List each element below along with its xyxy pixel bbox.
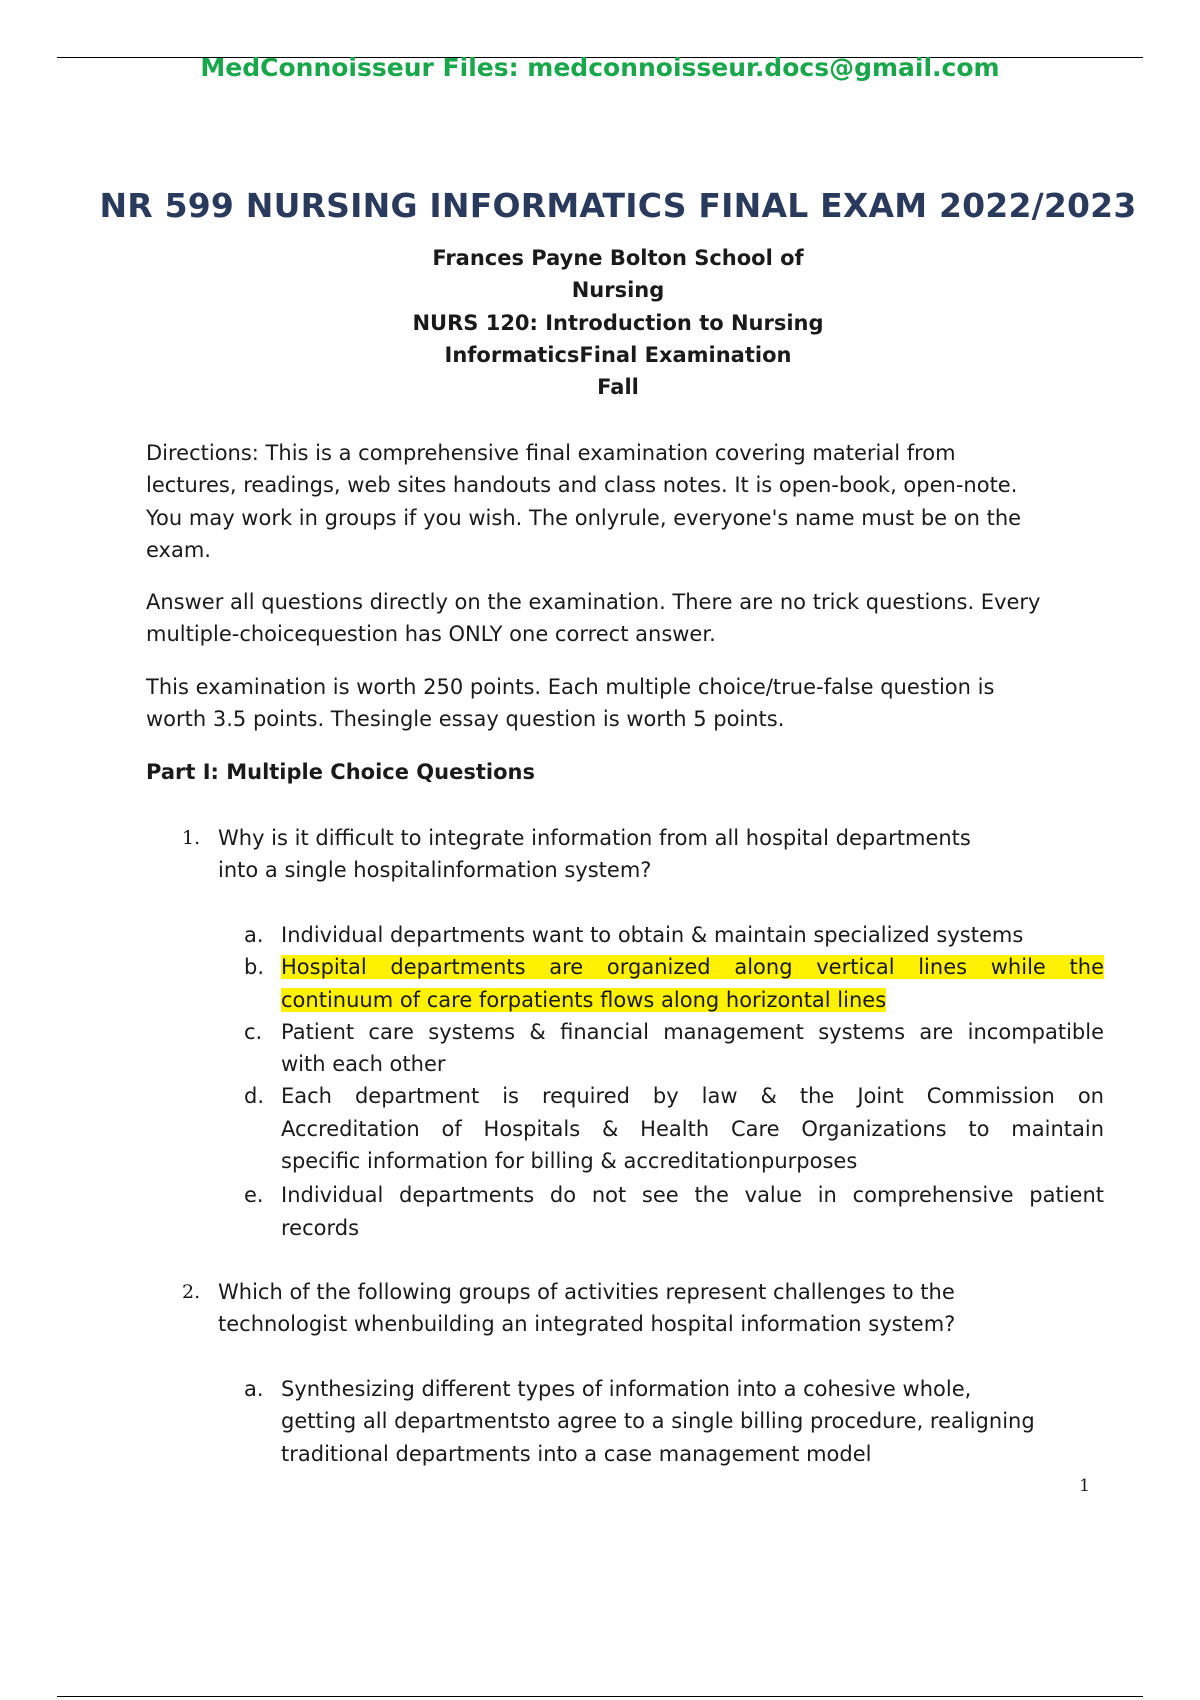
answer-option-a (244, 1373, 1104, 1470)
option-line: records (281, 1215, 360, 1240)
option-letter: d. (244, 1084, 265, 1109)
question-number: 1. (182, 827, 201, 849)
option-line: traditional departments into a case management model (281, 1441, 872, 1466)
directions-paragraph (146, 437, 1096, 566)
option-line: Individual departments want to obtain & maintain specialized systems (281, 923, 1024, 947)
paragraph-line: This examination is worth 250 points. Each multiple choice/true-false question is (146, 675, 995, 699)
paragraph-line: multiple-choicequestion has ONLY one correct answer. (146, 622, 716, 647)
subtitle-line: Fall (597, 375, 639, 400)
option-letter: a. (244, 923, 264, 947)
answer-instructions-paragraph (146, 586, 1096, 651)
option-line: Each department is required by law & the Joint Commission on (281, 1084, 1104, 1109)
option-line: Individual departments do not see the value in comprehensive patient (281, 1183, 1104, 1208)
answer-option-b-highlighted (244, 951, 1104, 1016)
paragraph-line: Answer all questions directly on the examination. There are no trick questions. Every (146, 590, 1041, 614)
highlighted-option-line: continuum of care forpatients flows along horizontal lines (281, 987, 887, 1012)
subtitle-block (0, 242, 1200, 403)
paragraph-line: Directions: This is a comprehensive final examination covering material from (146, 441, 956, 465)
option-line: Patient care systems & financial management systems are incompatible (281, 1019, 1104, 1044)
question-number: 2. (182, 1281, 201, 1303)
answer-option-c (244, 1016, 1104, 1081)
answer-option-a (244, 919, 1104, 951)
question-text-line: Which of the following groups of activities represent challenges to the (218, 1280, 955, 1304)
question-2-options (244, 1373, 1104, 1470)
option-line: Synthesizing different types of information into a cohesive whole, (281, 1377, 972, 1401)
question-text-line: Why is it difficult to integrate information from all hospital departments (218, 826, 971, 850)
highlighted-option-line: Hospital departments are organized along vertical lines while the (281, 955, 1104, 980)
document-title: NR 599 NURSING INFORMATICS FINAL EXAM 2022/2023 (99, 186, 1137, 225)
option-line-wrap (281, 951, 1104, 983)
paragraph-line: lectures, readings, web sites handouts and class notes. It is open-book, open-note. (146, 473, 1018, 498)
question-text (218, 1276, 1098, 1341)
option-letter: c. (244, 1019, 263, 1044)
paragraph-line: worth 3.5 points. Thesingle essay question is worth 5 points. (146, 707, 785, 732)
subtitle-line: Nursing (571, 278, 665, 303)
question-text (218, 822, 1098, 887)
points-paragraph (146, 671, 1096, 736)
paragraph-line: exam. (146, 537, 211, 562)
subtitle-line: NURS 120: Introduction to Nursing (412, 310, 824, 335)
question-text-line: into a single hospitalinformation system? (218, 858, 652, 883)
page-number: 1 (1079, 1476, 1090, 1496)
subtitle-line: InformaticsFinal Examination (444, 342, 792, 367)
header-note-text: MedConnoisseur Files: medconnoisseur.docs@gmail.com (200, 53, 1000, 82)
answer-option-d (244, 1080, 1104, 1177)
option-line-wrap (281, 984, 1104, 1016)
subtitle-line: Frances Payne Bolton School of (432, 246, 804, 270)
option-line: getting all departmentsto agree to a single billing procedure, realigning (281, 1409, 1035, 1434)
option-line: with each other (281, 1052, 446, 1077)
option-letter: e. (244, 1183, 264, 1208)
question-text-line: technologist whenbuilding an integrated hospital information system? (218, 1312, 956, 1337)
part-heading: Part I: Multiple Choice Questions (146, 760, 535, 784)
answer-option-e (244, 1179, 1104, 1244)
option-letter: a. (244, 1377, 264, 1401)
option-letter: b. (244, 955, 265, 980)
option-line: specific information for billing & accreditationpurposes (281, 1149, 858, 1174)
question-1-options (244, 919, 1104, 1244)
paragraph-line: You may work in groups if you wish. The onlyrule, everyone's name must be on the (146, 505, 1022, 530)
header-note (0, 53, 1200, 83)
bottom-rule (57, 1696, 1143, 1697)
option-line: Accreditation of Hospitals & Health Care Organizations to maintain (281, 1116, 1104, 1141)
